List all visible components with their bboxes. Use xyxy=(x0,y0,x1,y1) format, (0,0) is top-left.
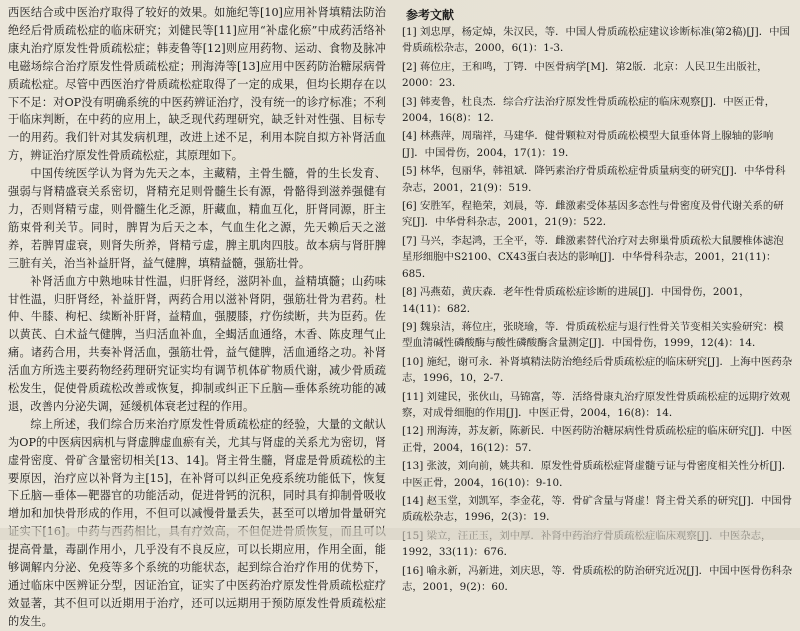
reference-item: [6] 安胜军，程艳荣，刘晨，等．雌激素受体基因多态性与骨密度及骨代谢关系的研究[J]．中华骨科杂志，2001，21(9)：522． xyxy=(402,200,784,229)
reference-item: [9] 魏泉洁，蒋位庄，张晓瑜，等．骨质疏松症与退行性骨关节变相关实验研究：模型血清碱性磷酸酶与酸性磷酸酶含量测定[J]．中国骨伤，1999，12(4)：14． xyxy=(402,320,784,350)
reference-item: [7] 马兴，李起鸿，王全平，等．雌激素替代治疗对去卵巢骨质疏松大鼠腰椎体滤泡星形细胞中S2100、CX43蛋白表达的影响[J]．中华骨科杂志，2001，21(11)：685． xyxy=(402,234,784,280)
reference-item: [5] 林华，包丽华，韩祖斌．降钙素治疗骨质疏松症骨质量病变的研究[J]．中华骨科杂志，2001，21(9)：519． xyxy=(402,165,786,194)
reference-item: [1] 刘忠厚，杨定焯，朱汉民，等．中国人骨质疏松症建议诊断标准(第2稿)[J]．中国骨质疏松杂志，2000，6(1)：1-3． xyxy=(402,26,790,55)
paragraph-3: 补肾活血方中熟地味甘性温，归肝肾经，滋阴补血，益精填髓；山药味甘性温，归肝肾经，补益肝肾，两药合用以滋补肾阴，强筋壮骨为君药。杜仲、牛膝、枸杞、续断补肝肾，益精血，强腰膝，疗伤续断，共为臣药。佐以黄芪、白术益气健脾，当归活血补血，全蝎活血通络，木香、陈皮理气止痛。诸药合用，共奏补肾活血，强筋壮骨，益气健脾，活血通络之功。补肾活血方所选主要药物经药理研究证实均有调节机体矿物质代谢，减少骨质疏松发生，促使骨质疏松改善或恢复，抑制或纠正下丘脑—垂体系统功能的减退，改善内分泌失调，延缓机体衰老过程的作用。 xyxy=(8,274,386,413)
reference-item: [14] 赵玉堂，刘凯军，李金花，等．骨矿含量与肾虚！肾主骨关系的研究[J]．中国骨质疏松杂志，1996，2(3)：19． xyxy=(402,494,793,524)
paragraph-1: 西医结合或中医治疗取得了较好的效果。如施纪等[10]应用补肾填精法防治绝经后骨质疏松症的临床研究；刘健民等[11]应用“补虚化瘀”中成药活络补康丸治疗原发性骨质疏松症；韩麦鲁等[12]则应用药物、运动、食物及脉冲电磁场综合治疗原发性骨质疏松症；刑海涛等[13]应用中医药防治糖尿病骨质疏松症。尽管中西医治疗骨质疏松症取得了一定的成果，但均长期存在以下不足：对OP没有明确系统的中医药辨证治疗，没有统一的诊疗标准；不利于临床判断，在中药的应用上，缺乏现代药理研究，缺乏针对性强、目标专一的用药。我们针对其发病机理，改进上述不足，利用本院自拟方补肾活血方，辨证治疗原发性骨质疏松症，其原理如下。 xyxy=(8,6,386,163)
reference-item: [16] 喻永新，冯新进，刘庆思，等．骨质疏松的防治研究近况[J]．中国中医骨伤科杂志，2001，9(2)：60． xyxy=(402,564,793,593)
reference-item: [13] 张波，刘向前，姚共和．原发性骨质疏松症肾虚髓亏证与骨密度相关性分析[J]．中医正骨，2004，16(10)：9-10． xyxy=(402,460,793,489)
reference-item: [3] 韩麦鲁，杜良杰．综合疗法治疗原发性骨质疏松症的临床观察[J]．中医正骨，2004，16(8)：12． xyxy=(402,95,776,125)
reference-item: 1992，33(11)：676． xyxy=(402,546,514,559)
paragraph-2: 中国传统医学认为肾为先天之本，主藏精，主骨生髓，骨的生长发育、强弱与肾精盛衰关系密切，肾精充足则骨髓生长有源，骨骼得到滋养强健有力，否则肾精亏虚，则骨髓生化乏源，肝藏血，精血互化，肝肾同源，肝主筋束骨利关节。同时，脾胃为后天之本，气血生化之源，先天赖后天之滋养，若脾胃虚衰，则肾失所养，肾精亏虚，脾主肌肉四肢。故本病与肾肝脾三脏有关，治当补益肝肾，益气健脾，填精益髓，强筋壮骨。 xyxy=(8,167,386,270)
reference-item: [8] 冯燕茹，黄庆森．老年性骨质疏松症诊断的进展[J]．中国骨伤，2001，14(11)：682． xyxy=(402,286,750,315)
reference-item: [2] 蒋位庄，王和鸣，丁锷．中医骨病学[M]．第2版．北京：人民卫生出版社，2000：23． xyxy=(402,60,768,90)
references-heading: 参考文献 xyxy=(406,8,455,22)
references-column xyxy=(402,6,794,597)
reference-item: [10] 施纪，谢可永．补肾填精法防治绝经后骨质疏松症的临床研究[J]．上海中医药杂志，1996，10，2-7． xyxy=(402,355,793,385)
reference-item: [12] 刑海涛，苏友新，陈新民．中医药防治糖尿病性骨质疏松症的临床研究[J]．中医正骨，2004，16(12)：57． xyxy=(402,425,793,454)
reference-item: [4] 林燕萍，周瑞祥，马建华．健骨颗粒对骨质疏松模型大鼠垂体肾上腺轴的影响[J]．中国骨伤，2004，17(1)：19． xyxy=(402,130,774,159)
reference-item: [11] 刘建民，张伙山，马锦富，等．活络骨康丸治疗原发性骨质疏松症的远期疗效观察，对成骨细胞的作用[J]．中医正骨，2004，16(8)：14． xyxy=(402,390,791,419)
scan-bottom-edge xyxy=(0,528,800,540)
paragraph-4: 综上所述，我们综合历来治疗原发性骨质疏松症的经验，大量的文献认为OP的中医病因病机与肾虚脾虚血瘀有关，尤其与肾虚的关系尤为密切，肾虚骨密度、骨矿含量密切相关[13、14]。肾主骨生髓，肾虚是骨质疏松的主要原因，治疗应以补肾为主[15]，在补肾可以纠正免疫系统功能低下，恢复下丘脑—垂体—靶器官的功能活动，促进骨钙的沉积，同时具有抑制骨吸收增加和加快骨形成的作用，不但可以减慢骨量丢失，甚至可以增加骨量研究 提高骨量，毒副作用小，几乎没有不良反应，可以长期应用，作用全面，能够调解内分泌、免疫等多个系统的功能状态，起到综合治疗作用的优势下，通过临床中医辨证分型，因证治宜，证实了中医药治疗原发性骨质疏松症疗效显著，其不但可以近期用于治疗，还可以远期用于预防原发性骨质疏松症的发生。 xyxy=(8,417,386,628)
